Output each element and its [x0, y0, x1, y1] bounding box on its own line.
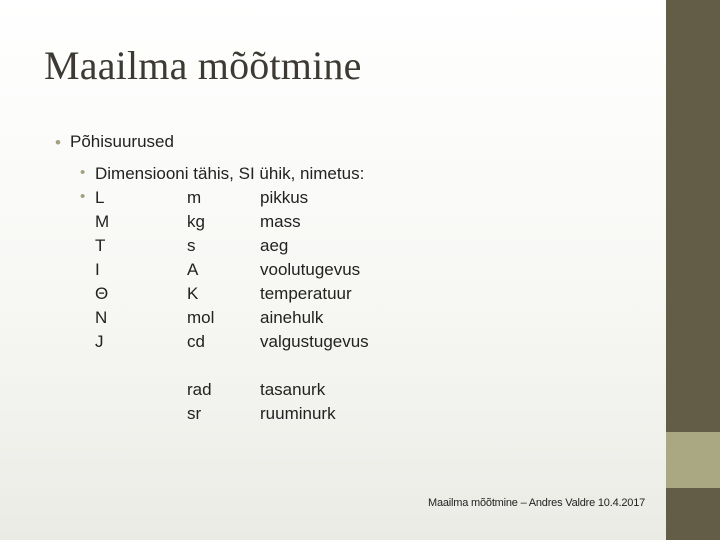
sidebar-accent-band [666, 432, 720, 488]
quantity-name: mass [260, 212, 301, 231]
si-unit: A [187, 260, 199, 279]
dimension-symbol: J [95, 332, 104, 351]
bullet-units-icon: • [80, 188, 86, 205]
si-unit: sr [187, 404, 202, 423]
bullet-level1-text: Põhisuurused [70, 132, 174, 151]
quantity-name: valgustugevus [260, 332, 369, 351]
quantity-name: ruuminurk [260, 404, 336, 423]
bullet-level1-icon: • [55, 133, 61, 152]
sidebar-upper-band [666, 0, 720, 432]
quantity-name: voolutugevus [260, 260, 361, 279]
si-unit: rad [187, 380, 212, 399]
dimension-symbol: Θ [95, 284, 109, 303]
bullet-level2-icon: • [80, 164, 86, 181]
si-unit: m [187, 188, 202, 207]
slide-title: Maailma mõõtmine [44, 43, 362, 88]
quantity-name: temperatuur [260, 284, 352, 303]
si-unit: mol [187, 308, 215, 327]
quantity-name: ainehulk [260, 308, 324, 327]
quantity-name: aeg [260, 236, 289, 255]
dimension-symbol: T [95, 236, 106, 255]
quantity-name: tasanurk [260, 380, 326, 399]
si-unit: s [187, 236, 196, 255]
dimension-symbol: M [95, 212, 110, 231]
dimension-symbol: N [95, 308, 108, 327]
dimension-symbol: I [95, 260, 100, 279]
slide-footer: Maailma mõõtmine – Andres Valdre 10.4.2017 [428, 497, 646, 509]
quantity-name: pikkus [260, 188, 309, 207]
bullet-level2-text: Dimensiooni tähis, SI ühik, nimetus: [95, 164, 365, 183]
sidebar-lower-band [666, 488, 720, 540]
si-unit: kg [187, 212, 205, 231]
dimension-symbol: L [95, 188, 105, 207]
si-unit: K [187, 284, 199, 303]
si-unit: cd [187, 332, 205, 351]
